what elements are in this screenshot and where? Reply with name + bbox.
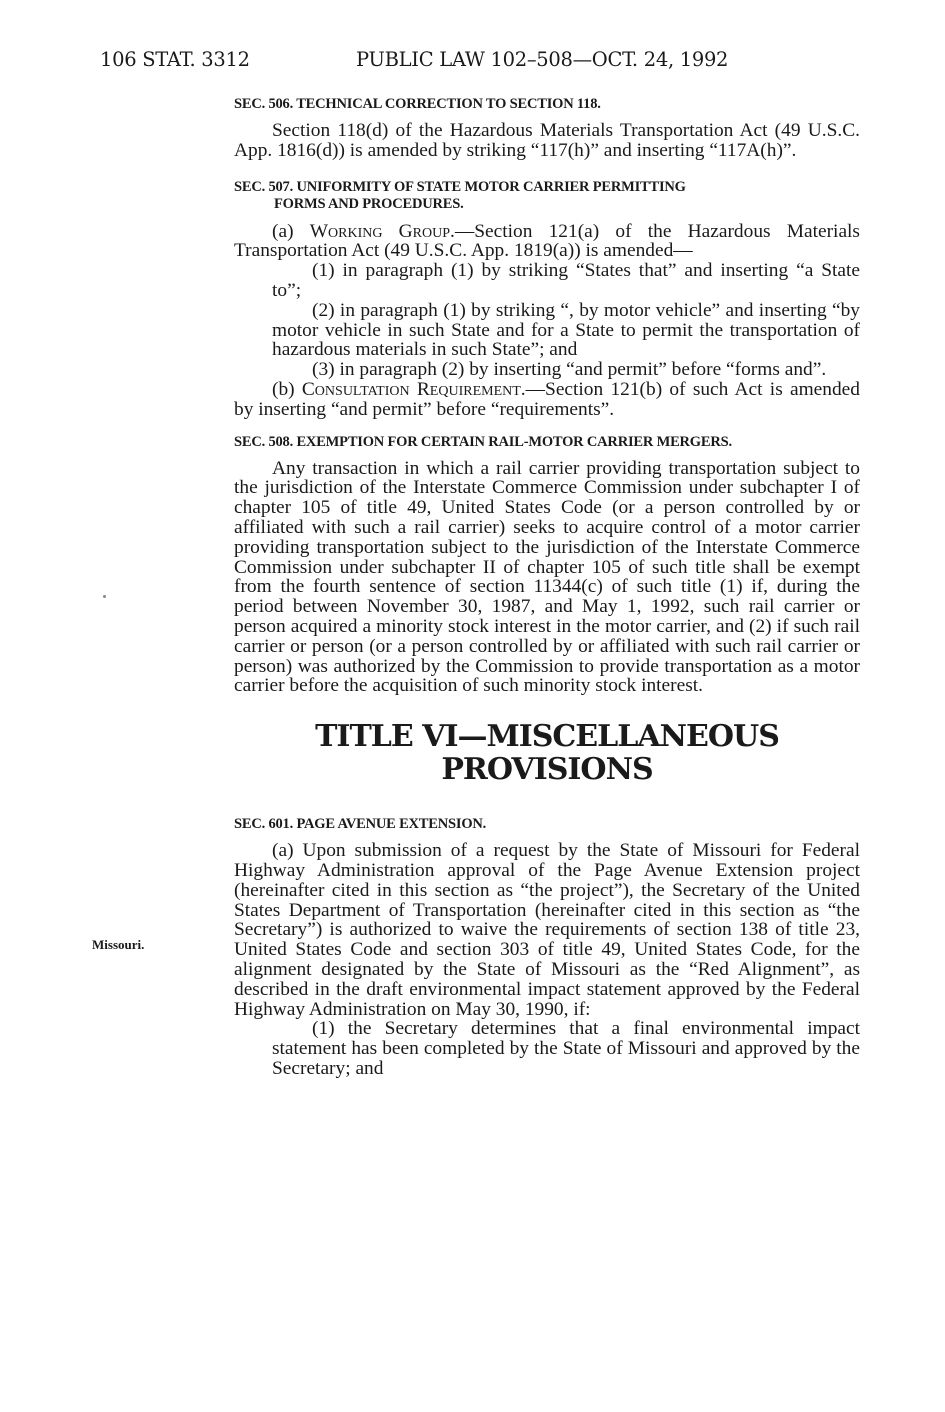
title-vi-line2: PROVISIONS (441, 752, 653, 788)
sec-506-text: Section 118(d) of the Hazardous Materials Transportation Act (49 U.S.C. App. 1816(d)) is amended by striking “117(h)” and inserting “117A(h)”. (234, 120, 860, 161)
sec-508-heading: SEC. 508. EXEMPTION FOR CERTAIN RAIL-MOTOR CARRIER MERGERS. (234, 433, 732, 450)
sec-507-heading (234, 179, 860, 213)
sec-506-heading: SEC. 506. TECHNICAL CORRECTION TO SECTION 118. (234, 96, 601, 112)
sec-507-heading-line1: SEC. 507. UNIFORMITY OF STATE MOTOR CARRIER PERMITTING (234, 178, 686, 195)
sec-507-subsec-a (234, 222, 860, 262)
sec-507-item-1: (1) in paragraph (1) by striking “States that” and inserting “a State to”; (272, 260, 860, 301)
sec-507-b-caption: Consultation Requirement (301, 378, 521, 400)
sec-507-subsec-b (234, 380, 860, 420)
sec-507-item-3: (3) in paragraph (2) by inserting “and permit” before “forms and”. (312, 359, 827, 381)
title-vi-line1: TITLE VI—MISCELLANEOUS (315, 719, 779, 755)
sec-507-a-caption: Working Group (309, 220, 451, 242)
public-law-header: PUBLIC LAW 102–508—OCT. 24, 1992 (356, 48, 729, 71)
sec-507-b-text: .—Section 121(b) of such Act is amended by inserting “and permit” before “requirements”. (234, 378, 860, 420)
title-vi-heading (234, 720, 860, 786)
running-head (100, 48, 760, 78)
sec-507-b-label: (b) (272, 378, 302, 400)
sec-507-a-label: (a) (272, 220, 310, 242)
sec-507-heading-line2: FORMS AND PROCEDURES. (274, 195, 464, 212)
sec-508-text: Any transaction in which a rail carrier providing transportation subject to the jurisdiction of the Interstate Commerce Commission under subchapter I of chapter 105 of title 49, United States Code (or a person controlled by or affiliated with such a rail carrier) seeks to acquire control of a motor carrier providing transportation subject to the jurisdiction of the Interstate Commerce Commission under subchapter II of chapter 105 of such title shall be exempt from the fourth sentence of section 11344(c) of such title (1) if, during the period between November 30, 1987, and May 1, 1992, such rail carrier or person acquired a minority stock interest in the motor carrier, and (2) if such rail carrier or person (or a person controlled by or affiliated with such rail carrier or person) was authorized by the Commission to provide transportation as a motor carrier before the acquisition of such minority stock interest. (234, 457, 860, 697)
sec-601-item-1: (1) the Secretary determines that a final environmental impact statement has been completed by the State of Missouri and approved by the Secretary; and (272, 1018, 860, 1079)
sec-601-heading: SEC. 601. PAGE AVENUE EXTENSION. (234, 816, 487, 833)
scan-speck (103, 595, 106, 598)
body-column (234, 96, 860, 1079)
sec-601-subsec-a: (a) Upon submission of a request by the State of Missouri for Federal Highway Administration approval of the Page Avenue Extension project (hereinafter cited in this section as “the project”), the Secretary of the United States Department of Transportation (hereinafter cited in this section as “the Secretary”) is authorized to waive the requirements of section 138 of title 23, United States Code and section 303 of title 49, United States Code, for the alignment designated by the State of Missouri as the “Red Alignment”, as described in the draft environmental impact statement approved by the Federal Highway Administration on May 30, 1990, if: (234, 840, 860, 1020)
sec-507-item-2: (2) in paragraph (1) by striking “, by motor vehicle” and inserting “by motor vehicle in such State and for a State to permit the transportation of hazardous materials in such State”; and (272, 299, 860, 361)
margin-note-missouri: Missouri. (92, 937, 145, 952)
sec-507-a-text: .—Section 121(a) of the Hazardous Materials Transportation Act (49 U.S.C. App. 1819(a)) is amended— (234, 220, 860, 262)
page-citation: 106 STAT. 3312 (100, 48, 250, 71)
